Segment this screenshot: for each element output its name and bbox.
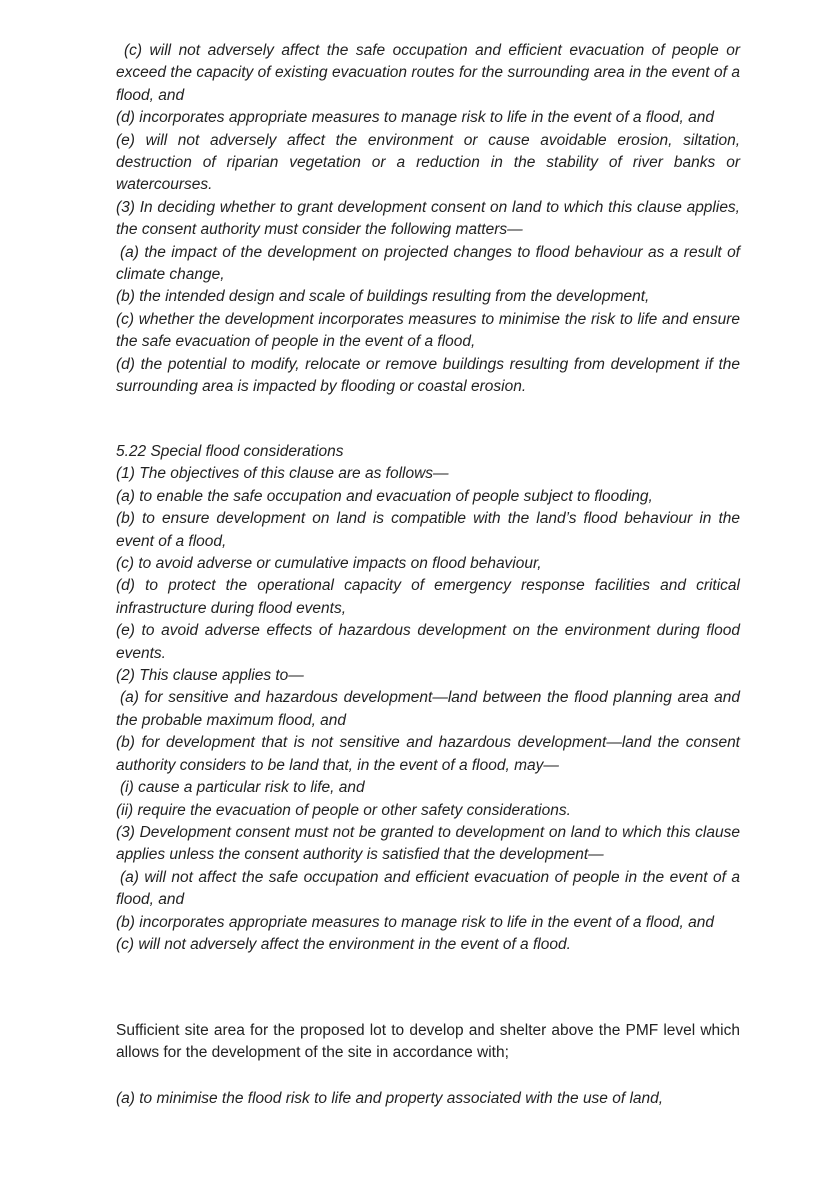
paragraph: (2) This clause applies to— [116, 667, 304, 685]
paragraph: (3) Development consent must not be granted to development on land to which this clause applies unless the consent authority is satisfied that the development— [116, 823, 740, 864]
paragraph: (3) In deciding whether to grant development consent on land to which this clause applies, the consent authority must consider the following matters— [116, 198, 740, 239]
section-heading: 5.22 Special flood considerations [116, 443, 344, 460]
paragraph: (d) incorporates appropriate measures to manage risk to life in the event of a flood, and [116, 109, 714, 127]
paragraph: (a) will not affect the safe occupation and efficient evacuation of people in the event of a flood, and [116, 868, 740, 909]
paragraph: (i) cause a particular risk to life, and [120, 779, 365, 797]
paragraph: (b) the intended design and scale of buildings resulting from the development, [116, 288, 650, 306]
paragraph: (b) incorporates appropriate measures to manage risk to life in the event of a flood, and [116, 913, 714, 931]
paragraph: (c) will not adversely affect the safe occupation and efficient evacuation of people or exceed the capacity of existing evacuation routes for the surrounding area in the event of a flood, and [116, 42, 740, 104]
paragraph: (a) to minimise the flood risk to life and property associated with the use of land, [116, 1090, 664, 1107]
paragraph: (d) to protect the operational capacity of emergency response facilities and critical infrastructure during flood events, [116, 577, 740, 617]
special-flood-considerations-clause [116, 441, 740, 956]
paragraph: (b) to ensure development on land is compatible with the land’s flood behaviour in the event of a flood, [116, 510, 740, 550]
paragraph: (a) the impact of the development on projected changes to flood behaviour as a result of climate change, [116, 243, 740, 284]
paragraph: (c) to avoid adverse or cumulative impacts on flood behaviour, [116, 555, 542, 573]
paragraph: (b) for development that is not sensitive and hazardous development—land the consent authority considers to be land that, in the event of a flood, may— [116, 734, 740, 774]
paragraph: (e) to avoid adverse effects of hazardous development on the environment during flood events. [116, 622, 740, 662]
clause-continuation [116, 40, 740, 399]
paragraph: (d) the potential to modify, relocate or remove buildings resulting from development if the surrounding area is impacted by flooding or coastal erosion. [116, 355, 740, 396]
site-area-statement [116, 1020, 740, 1065]
paragraph: (c) whether the development incorporates measures to minimise the risk to life and ensure the safe evacuation of people in the event of a flood, [116, 310, 740, 351]
paragraph: (c) will not adversely affect the environment in the event of a flood. [116, 935, 571, 953]
paragraph: (1) The objectives of this clause are as follows— [116, 465, 449, 483]
paragraph: (a) to enable the safe occupation and evacuation of people subject to flooding, [116, 487, 653, 505]
paragraph: (a) for sensitive and hazardous development—land between the flood planning area and the probable maximum flood, and [116, 689, 740, 729]
site-area-criteria [116, 1088, 740, 1110]
paragraph: Sufficient site area for the proposed lot to develop and shelter above the PMF level which allows for the development of the site in accordance with; [116, 1022, 740, 1062]
paragraph: (ii) require the evacuation of people or other safety considerations. [116, 801, 571, 819]
paragraph: (e) will not adversely affect the environment or cause avoidable erosion, siltation, destruction of riparian vegetation or a reduction in the stability of river banks or watercourses. [116, 131, 740, 194]
